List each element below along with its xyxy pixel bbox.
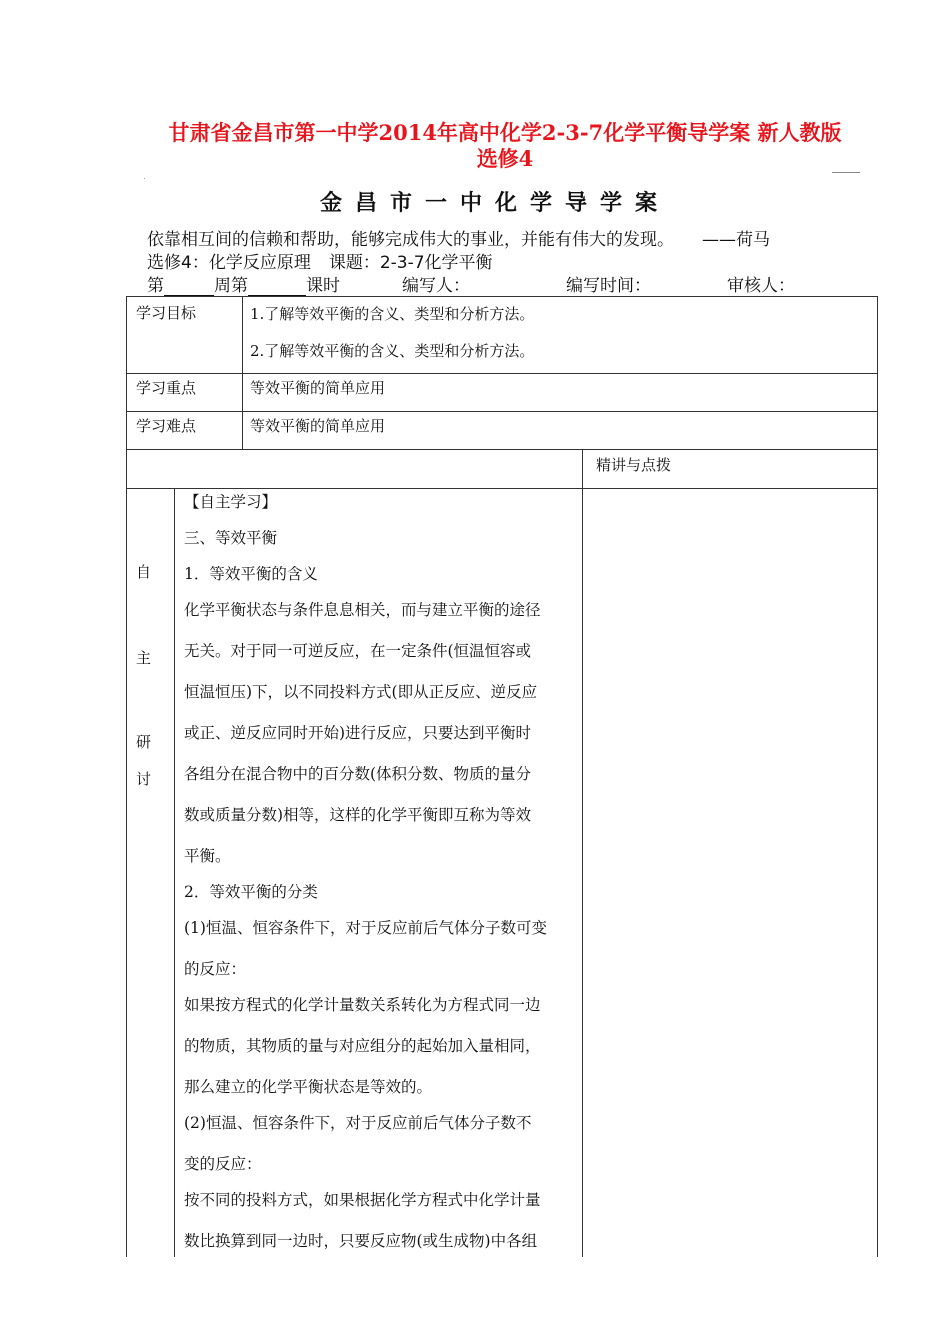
edit-time-label: 编写时间： bbox=[566, 276, 651, 296]
period-label: 课时 bbox=[306, 276, 340, 296]
text-line: 那么建立的化学平衡状态是等效的。 bbox=[184, 1078, 433, 1096]
side-char-3: 研 bbox=[136, 733, 152, 751]
goals-label: 学习目标 bbox=[136, 304, 197, 322]
course-line bbox=[147, 248, 493, 273]
text-line: 恒温恒压)下，以不同投料方式(即从正反应、逆反应 bbox=[184, 683, 538, 701]
difficulty-label: 学习难点 bbox=[136, 417, 197, 435]
self-study-content bbox=[184, 487, 577, 1267]
document-title bbox=[110, 120, 900, 172]
text-line: 无关。对于同一可逆反应，在一定条件(恒温恒容或 bbox=[184, 642, 532, 660]
text-line: 化学平衡状态与条件息息相关，而与建立平衡的途径 bbox=[184, 601, 541, 619]
notes-header: 精讲与点拨 bbox=[596, 456, 672, 474]
text-line: 1．等效平衡的含义 bbox=[184, 565, 318, 583]
text-line: 数比换算到同一边时，只要反应物(或生成物)中各组 bbox=[184, 1232, 538, 1250]
text-line: 或正、逆反应同时开始)进行反应，只要达到平衡时 bbox=[184, 724, 532, 742]
difficulty-text: 等效平衡的简单应用 bbox=[250, 417, 386, 435]
text-line: 各组分在混合物中的百分数(体积分数、物质的量分 bbox=[184, 765, 532, 783]
side-char-1: 自 bbox=[136, 563, 152, 581]
text-line: 的物质，其物质的量与对应组分的起始加入量相同， bbox=[184, 1037, 541, 1055]
motto-author: ——荷马 bbox=[702, 230, 770, 250]
period-blank[interactable] bbox=[248, 280, 306, 296]
self-study-header: 【自主学习】 bbox=[184, 493, 278, 511]
meta-line bbox=[147, 271, 795, 296]
text-line: 数或质量分数)相等，这样的化学平衡即互称为等效 bbox=[184, 806, 532, 824]
week-blank[interactable] bbox=[164, 280, 214, 296]
key-text: 等效平衡的简单应用 bbox=[250, 379, 386, 397]
text-line: 的反应： bbox=[184, 960, 247, 978]
side-char-2: 主 bbox=[136, 649, 152, 667]
side-char-4: 讨 bbox=[136, 770, 152, 788]
lesson-topic: 课题：2-3-7化学平衡 bbox=[328, 253, 493, 273]
motto-line bbox=[147, 225, 770, 250]
lesson-table bbox=[126, 296, 878, 1257]
reviewer-label: 审核人： bbox=[727, 276, 795, 296]
text-line: 变的反应： bbox=[184, 1155, 262, 1173]
course-name: 选修4：化学反应原理 bbox=[147, 253, 311, 273]
text-line: (1)恒温、恒容条件下，对于反应前后气体分子数可变 bbox=[184, 919, 547, 937]
text-line: 如果按方程式的化学计量数关系转化为方程式同一边 bbox=[184, 996, 541, 1014]
text-line: 2．等效平衡的分类 bbox=[184, 883, 318, 901]
text-line: 三、等效平衡 bbox=[184, 529, 278, 547]
text-line: 按不同的投料方式，如果根据化学方程式中化学计量 bbox=[184, 1191, 541, 1209]
motto-text: 依靠相互间的信赖和帮助，能够完成伟大的事业，并能有伟大的发现。 bbox=[147, 230, 674, 250]
document-title-line1: 甘肃省金昌市第一中学2014年高中化学2-3-7化学平衡导学案 新人教版 bbox=[168, 120, 842, 145]
text-line: (2)恒温、恒容条件下，对于反应前后气体分子数不 bbox=[184, 1114, 532, 1132]
goal-2: 2.了解等效平衡的含义、类型和分析方法。 bbox=[250, 342, 535, 360]
document-title-line2: 选修4 bbox=[476, 146, 534, 171]
key-label: 学习重点 bbox=[136, 379, 197, 397]
header-mark: . bbox=[143, 172, 146, 182]
week-prefix: 第 bbox=[147, 276, 164, 296]
school-title: 金昌市一中化学导学案 bbox=[320, 191, 671, 216]
header-rule bbox=[832, 172, 860, 173]
text-line: 平衡。 bbox=[184, 847, 231, 865]
week-label: 周第 bbox=[214, 276, 248, 296]
goal-1: 1.了解等效平衡的含义、类型和分析方法。 bbox=[250, 305, 535, 323]
editor-label: 编写人： bbox=[402, 276, 470, 296]
